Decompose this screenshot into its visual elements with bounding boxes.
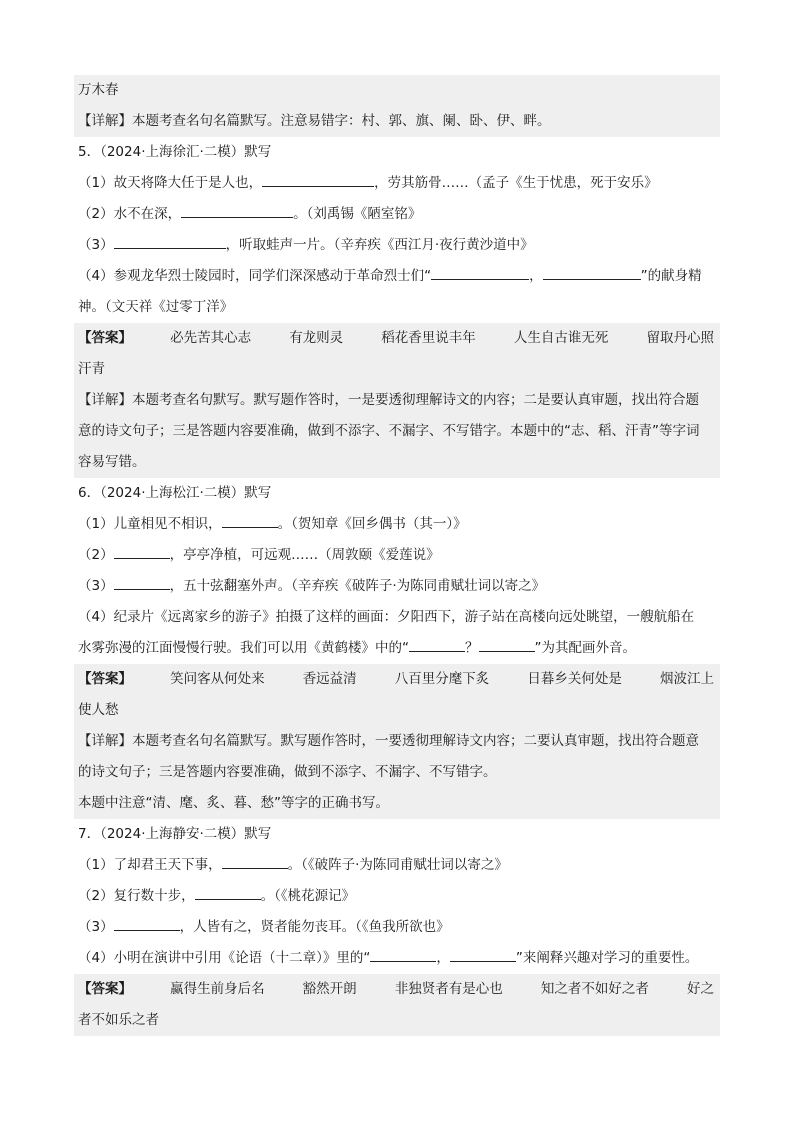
answer-item: 必先苦其心志 xyxy=(170,330,252,346)
answer-item: 非独贤者有是心也 xyxy=(394,981,503,997)
q6-line-3: （3） ，五十弦翻塞外声。（辛弃疾《破阵子·为陈同甫赋壮词以寄之》 xyxy=(74,571,720,602)
previous-detail: 【详解】本题考查名句名篇默写。注意易错字：村、郭、旗、阑、卧、伊、畔。 xyxy=(74,106,720,137)
answer-item: 人生自古谁无死 xyxy=(513,330,609,346)
q7-line-4: （4）小明在演讲中引用《论语（十二章）》里的“ ， ”来阐释兴趣对学习的重要性。 xyxy=(74,943,720,974)
q7-line-2: （2）复行数十步， 。（《桃花源记》 xyxy=(74,881,720,912)
q7-answer-continuation: 者不如乐之者 xyxy=(74,1005,720,1036)
answer-item: 赢得生前身后名 xyxy=(170,981,265,997)
answer-item: 笑问客从何处来 xyxy=(170,671,265,687)
answer-item: 好之 xyxy=(686,981,714,997)
q7-line-1: （1）了却君王天下事， 。（《破阵子·为陈同甫赋壮词以寄之》 xyxy=(74,850,720,881)
q5-detail-1: 【详解】本题考查名句默写。默写题作答时，一是要透彻理解诗文的内容；二是要认真审题，找出符合题 xyxy=(74,385,720,416)
q5-line-3: （3） ，听取蛙声一片。（辛弃疾《西江月·夜行黄沙道中》 xyxy=(74,230,720,261)
q6-answer-continuation: 使人愁 xyxy=(74,695,720,726)
q5-line-2: （2）水不在深， 。（刘禹锡《陋室铭》 xyxy=(74,199,720,230)
q7-line-3: （3） ，人皆有之，贤者能勿丧耳。（《鱼我所欲也》 xyxy=(74,912,720,943)
q5-line-4: （4）参观龙华烈士陵园时，同学们深深感动于革命烈士们“ ， ”的献身精 xyxy=(74,261,720,292)
answer-label: 【答案】 xyxy=(78,330,132,346)
q6-line-1: （1）儿童相见不相识， 。（贺知章《回乡偶书（其一）》 xyxy=(74,509,720,540)
q6-line-2: （2） ，亭亭净植，可远观……（周敦颐《爱莲说》 xyxy=(74,540,720,571)
q6-title: 6．（2024·上海松江·二模）默写 xyxy=(78,485,272,501)
answer-item: 豁然开朗 xyxy=(302,981,357,997)
q6-detail-1: 【详解】本题考查名句名篇默写。默写题作答时，一要透彻理解诗文内容；二要认真审题，找出符合题意 xyxy=(74,726,720,757)
q6-line-4: （4）纪录片《远离家乡的游子》拍摄了这样的画面：夕阳西下，游子站在高楼向远处眺望，一艘航船在 xyxy=(78,609,695,625)
q6-line-5: 水雾弥漫的江面慢慢行驶。我们可以用《黄鹤楼》中的“ ？ ”为其配画外音。 xyxy=(74,633,720,664)
answer-label: 【答案】 xyxy=(78,981,132,997)
q6-detail-3: 本题中注意“清、麾、炙、暮、愁”等字的正确书写。 xyxy=(74,788,720,819)
q5-title: 5．（2024·上海徐汇·二模）默写 xyxy=(78,144,272,160)
q7-answer-row xyxy=(74,974,720,1005)
answer-item: 有龙则灵 xyxy=(289,330,344,346)
document-page xyxy=(74,75,720,1036)
answer-item: 八百里分麾下炙 xyxy=(394,671,490,687)
q5-line-5: 神。（文天祥《过零丁洋》 xyxy=(78,299,234,315)
q6-answer-row xyxy=(74,664,720,695)
answer-item: 留取丹心照 xyxy=(646,330,714,346)
answer-item: 知之者不如好之者 xyxy=(540,981,649,997)
answer-item: 烟波江上 xyxy=(659,671,714,687)
answer-item: 稻花香里说丰年 xyxy=(381,330,476,346)
q5-line-1: （1）故天将降大任于是人也， ，劳其筋骨……（孟子《生于忧患，死于安乐》 xyxy=(74,168,720,199)
q5-answer-continuation: 汗青 xyxy=(74,354,720,385)
q5-detail-3: 容易写错。 xyxy=(74,447,720,478)
q7-title: 7．（2024·上海静安·二模）默写 xyxy=(78,826,272,842)
previous-answer-continuation: 万木春 xyxy=(74,75,720,106)
answer-item: 香远益清 xyxy=(302,671,357,687)
answer-item: 日暮乡关何处是 xyxy=(527,671,622,687)
q6-detail-2: 的诗文句子；三是答题内容要准确，做到不添字、不漏字、不写错字。 xyxy=(74,757,720,788)
q5-detail-2: 意的诗文句子；三是答题内容要准确，做到不添字、不漏字、不写错字。本题中的“志、稻、汗青”等字词 xyxy=(74,416,720,447)
q5-answer-row xyxy=(74,323,720,354)
answer-label: 【答案】 xyxy=(78,671,132,687)
